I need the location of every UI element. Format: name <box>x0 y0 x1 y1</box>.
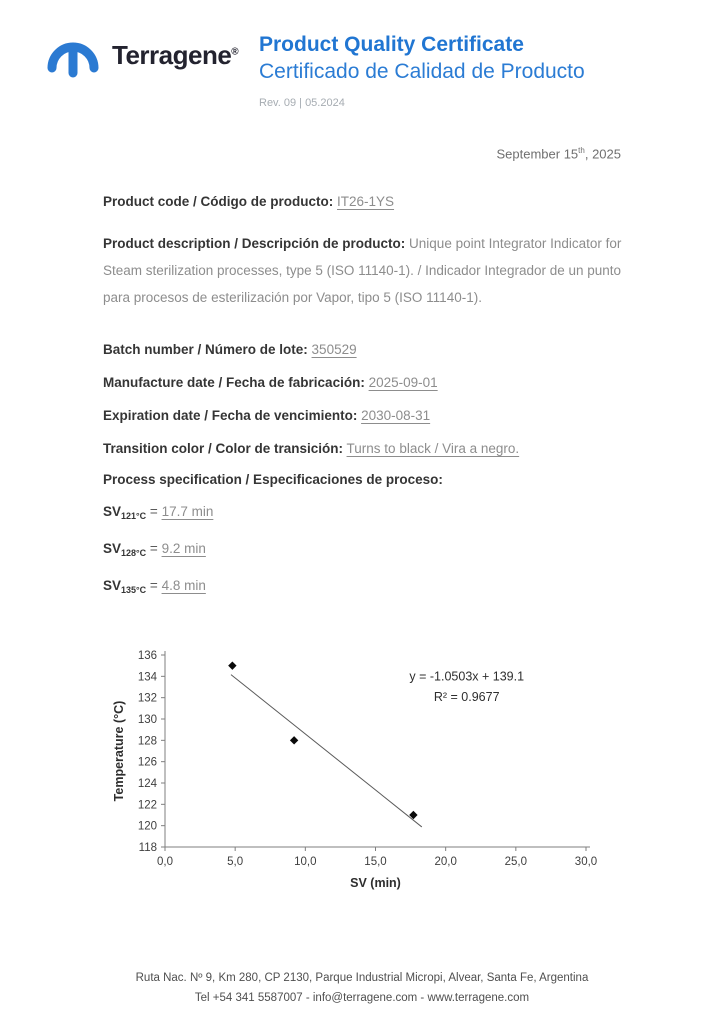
y-tick-label: 136 <box>137 650 157 662</box>
transition-color-row <box>103 440 623 457</box>
y-tick-label: 118 <box>138 842 157 854</box>
terragene-arch-icon <box>44 28 102 83</box>
sv-128-row: $SV_{128^\circ C} = 9.2$ min <box>103 541 206 558</box>
sv-128-prefix: SV <box>103 541 122 556</box>
transition-color-label: Transition color / Color de transición: <box>103 441 344 456</box>
manufacture-date-row <box>103 374 623 391</box>
expiration-date-label: Expiration date / Fecha de vencimiento: <box>103 408 358 423</box>
sv-121-prefix: SV <box>103 504 122 519</box>
certificate-body <box>103 193 623 613</box>
y-axis-title: Temperature (°C) <box>112 700 126 802</box>
y-tick-label: 124 <box>137 778 157 790</box>
footer <box>0 968 724 1008</box>
product-code-value: IT26-1YS <box>337 194 395 209</box>
sv-121-row: $SV_{121^\circ C} = 17.7$ min <box>103 504 214 521</box>
sv-135-subscript: 135°C <box>121 585 147 595</box>
x-tick-label: 20,0 <box>434 856 457 868</box>
product-code-row <box>103 193 623 210</box>
product-description-value: Unique point Integrator Indicator for Steam sterilization processes, type 5 (ISO 11140-1). / Indicador Integrador de un punto para procesos de esterilización por Vapor, tipo 5 (ISO 11140-1). <box>103 236 622 305</box>
y-tick-label: 130 <box>137 714 157 726</box>
manufacture-date-value: 2025-09-01 <box>368 375 438 390</box>
title-block <box>259 32 659 109</box>
sv-121-value: 17.7 min <box>161 504 214 519</box>
trendline-equation: y = -1.0503x + 139.1 <box>409 669 525 684</box>
y-tick-label: 126 <box>137 756 157 769</box>
x-tick-label: 0,0 <box>157 856 173 868</box>
process-spec-heading: Process specification / Especificaciones de proceso: <box>103 472 443 487</box>
data-point <box>228 661 236 669</box>
transition-color-value: Turns to black / Vira a negro. <box>346 441 520 456</box>
page-title-en: Product Quality Certificate <box>259 33 524 56</box>
sv-135-value: 4.8 min <box>161 578 206 593</box>
y-tick-label: 132 <box>137 692 157 705</box>
batch-number-row <box>103 341 623 358</box>
batch-number-label: Batch number / Número de lote: <box>103 342 308 357</box>
terragene-logo <box>44 28 238 83</box>
product-description-label: Product description / Descripción de producto: <box>103 236 406 251</box>
page-title-es: Certificado de Calidad de Producto <box>259 60 585 83</box>
sv-temperature-chart <box>108 643 618 893</box>
y-tick-label: 134 <box>137 671 157 684</box>
sv-121-subscript: 121°C <box>121 511 147 521</box>
footer-address: Ruta Nac. Nº 9, Km 280, CP 2130, Parque Industrial Micropi, Alvear, Santa Fe, Argentina <box>135 972 589 984</box>
x-tick-label: 30,0 <box>574 856 598 868</box>
document-date: September 15th, 2025 <box>496 146 621 162</box>
batch-number-value: 350529 <box>311 342 357 357</box>
data-point <box>290 736 298 744</box>
sv-135-prefix: SV <box>103 578 122 593</box>
sv-128-subscript: 128°C <box>121 548 147 558</box>
x-tick-label: 5,0 <box>227 856 244 868</box>
expiration-date-value: 2030-08-31 <box>361 408 431 423</box>
x-axis-title: SV (min) <box>350 876 401 890</box>
x-tick-label: 10,0 <box>294 856 317 868</box>
trendline <box>231 675 422 827</box>
registered-mark: ® <box>231 46 239 58</box>
manufacture-date-label: Manufacture date / Fecha de fabricación: <box>103 375 365 390</box>
sv-135-row: $SV_{135^\circ C} = 4.8$ min <box>103 578 206 595</box>
y-tick-label: 122 <box>137 799 157 812</box>
x-tick-label: 15,0 <box>364 856 387 868</box>
x-tick-label: 25,0 <box>504 856 528 868</box>
logo-wordmark: Terragene® <box>112 40 239 70</box>
expiration-date-row <box>103 407 623 424</box>
sv-128-value: 9.2 min <box>161 541 206 556</box>
y-tick-label: 128 <box>137 735 157 748</box>
revision-label: Rev. 09 | 05.2024 <box>259 97 345 109</box>
y-tick-label: 120 <box>137 820 157 833</box>
product-code-label: Product code / Código de producto: <box>103 194 334 209</box>
product-description-row <box>103 230 623 311</box>
r-squared: R² = 0.9677 <box>433 689 500 704</box>
footer-contact: Tel +54 341 5587007 - info@terragene.com - www.terragene.com <box>194 992 530 1004</box>
